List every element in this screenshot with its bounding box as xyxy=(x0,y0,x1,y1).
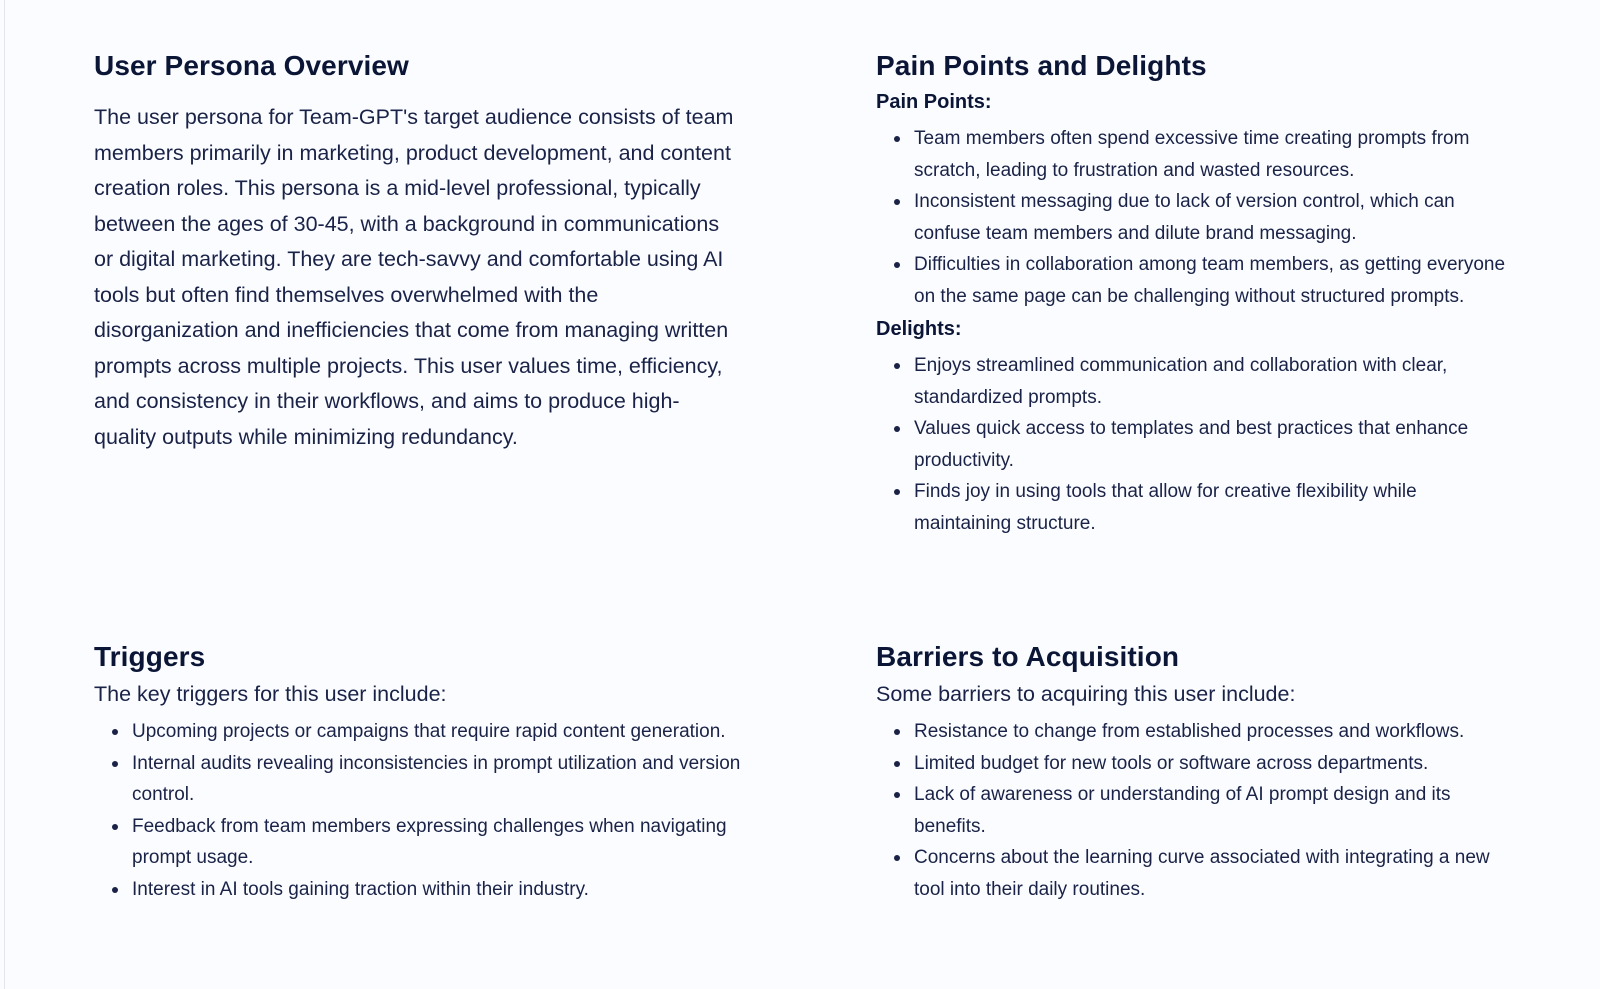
list-item xyxy=(132,811,744,874)
list-item xyxy=(914,716,1516,748)
triggers-section xyxy=(94,637,744,905)
list-item xyxy=(914,249,1516,312)
list-item-text: Values quick access to templates and best practices that enhance productivity. xyxy=(914,418,1469,471)
bullet-icon xyxy=(894,136,900,142)
bullet-icon xyxy=(894,199,900,205)
persona-section xyxy=(94,46,744,455)
barriers-list xyxy=(876,716,1516,905)
bullet-icon xyxy=(894,729,900,735)
list-item xyxy=(914,350,1516,413)
list-item-text: Inconsistent messaging due to lack of version control, which can confuse team members and dilute brand messaging. xyxy=(914,191,1455,244)
list-item xyxy=(132,874,744,906)
persona-body: The user persona for Team-GPT's target audience consists of team members primarily in marketing, product development, and content creation roles. This persona is a mid-level professional, typically between the ages of 30-45, with a background in communications or digital marketing. They are tech-savvy and comfortable using AI tools but often find themselves overwhelmed with the disorganization and inefficiencies that come from managing written prompts across multiple projects. This user values time, efficiency, and consistency in their workflows, and aims to produce high-quality outputs while minimizing redundancy. xyxy=(94,105,734,449)
list-item-text: Finds joy in using tools that allow for creative flexibility while maintaining structure. xyxy=(914,481,1417,534)
barriers-title: Barriers to Acquisition xyxy=(876,641,1180,672)
list-item-text: Resistance to change from established processes and workflows. xyxy=(914,721,1465,742)
bullet-icon xyxy=(894,363,900,369)
bullet-icon xyxy=(894,262,900,268)
list-item xyxy=(914,842,1516,905)
list-item-text: Feedback from team members expressing challenges when navigating prompt usage. xyxy=(132,815,727,868)
bullet-icon xyxy=(894,792,900,798)
list-item-text: Team members often spend excessive time creating prompts from scratch, leading to frustration and wasted resources. xyxy=(914,128,1470,181)
list-item xyxy=(914,748,1516,780)
list-item-text: Concerns about the learning curve associated with integrating a new tool into their daily routines. xyxy=(914,847,1490,900)
bullet-icon xyxy=(112,824,118,830)
list-item-text: Internal audits revealing inconsistencies in prompt utilization and version control. xyxy=(132,752,741,805)
triggers-list xyxy=(94,716,744,905)
bullet-icon xyxy=(894,855,900,861)
left-border xyxy=(4,0,5,989)
list-item xyxy=(914,413,1516,476)
list-item-text: Interest in AI tools gaining traction within their industry. xyxy=(132,878,589,900)
list-item xyxy=(132,748,744,811)
delights-label: Delights: xyxy=(876,318,962,340)
bullet-icon xyxy=(112,729,118,735)
list-item-text: Lack of awareness or understanding of AI prompt design and its benefits. xyxy=(914,784,1451,837)
barriers-intro: Some barriers to acquiring this user include: xyxy=(876,682,1296,706)
delights-list xyxy=(876,350,1516,539)
triggers-intro: The key triggers for this user include: xyxy=(94,682,447,706)
pain-points-label: Pain Points: xyxy=(876,91,992,113)
list-item-text: Limited budget for new tools or software across departments. xyxy=(914,752,1429,774)
list-item xyxy=(914,779,1516,842)
list-item-text: Difficulties in collaboration among team members, as getting everyone on the same page can be challenging without structured prompts. xyxy=(914,254,1506,307)
bullet-icon xyxy=(894,489,900,495)
list-item xyxy=(132,716,744,748)
pain-points-list xyxy=(876,123,1516,312)
bullet-icon xyxy=(894,761,900,767)
list-item xyxy=(914,123,1516,186)
list-item-text: Enjoys streamlined communication and collaboration with clear, standardized prompts. xyxy=(914,355,1448,408)
pain-delights-section xyxy=(876,46,1516,539)
triggers-title: Triggers xyxy=(94,641,206,672)
pain-delights-title: Pain Points and Delights xyxy=(876,50,1207,81)
bullet-icon xyxy=(112,887,118,893)
list-item xyxy=(914,476,1516,539)
bullet-icon xyxy=(894,426,900,432)
bullet-icon xyxy=(112,761,118,767)
persona-title: User Persona Overview xyxy=(94,50,409,81)
barriers-section xyxy=(876,637,1516,905)
list-item xyxy=(914,186,1516,249)
list-item-text: Upcoming projects or campaigns that require rapid content generation. xyxy=(132,721,726,742)
